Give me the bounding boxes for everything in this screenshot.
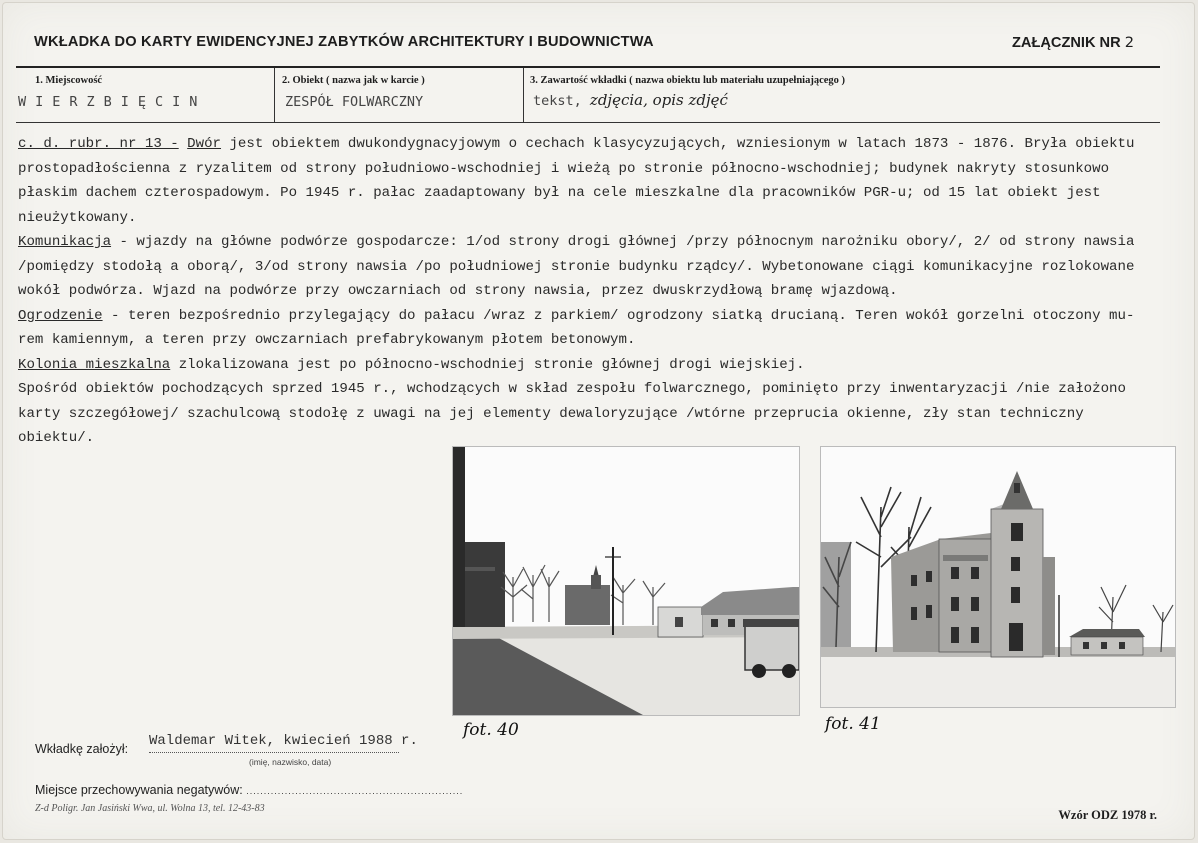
text-line: Spośród obiektów pochodzących sprzed 1945 r., wchodzących w skład zespołu folwarcznego, pominięto przy inwentaryzacji /nie założono: [18, 381, 1126, 397]
negatives-label-text: Miejsce przechowywania negatywów:: [35, 783, 243, 797]
contents-handwritten: zdjęcia, opis zdjęć: [589, 91, 728, 109]
locality-label: 1. Miejscowość: [35, 75, 103, 86]
object-label: 2. Obiekt ( nazwa jak w karcie ): [282, 75, 425, 86]
photo-caption-40: fot. 40: [463, 720, 519, 740]
negatives-label: [35, 783, 463, 797]
annex-label-text: ZAŁĄCZNIK NR: [1012, 35, 1121, 51]
form-code: Wzór ODZ 1978 r.: [1058, 808, 1157, 822]
field-divider-2: [523, 68, 524, 122]
text-line: karty szczegółowej/ szachulcową stodołę z uwagi na jej elementy dewaloryzujące /wtórne przeprucia okienne, zły stan techniczny: [18, 405, 1084, 422]
printer-imprint: Z-d Poligr. Jan Jasiński Wwa, ul. Wolna 13, tel. 12-43-83: [35, 803, 265, 814]
text-span: - wjazdy na główne podwórze gospodarcze: 1/od strony drogi głównej /przy północnym narożniku obory/, 2/ od strony nawsia: [111, 234, 1135, 250]
description-text: [18, 132, 1195, 451]
locality-value: WIERZBIĘCIN: [18, 94, 207, 110]
author-label: Wkładkę założył:: [35, 742, 129, 756]
continuation-ref: c. d. rubr. nr 13 -: [18, 136, 179, 152]
form-title: WKŁADKA DO KARTY EWIDENCYJNEJ ZABYTKÓW ARCHITEKTURY I BUDOWNICTWA: [34, 34, 654, 50]
contents-value: [533, 91, 728, 109]
negatives-dots: ..............................................................: [246, 786, 464, 796]
text-line: obiektu/.: [18, 430, 95, 446]
header-rule-bottom: [16, 122, 1160, 123]
photo-manor: [821, 447, 1175, 707]
contents-typed: tekst,: [533, 93, 582, 109]
text-line: [18, 230, 1195, 255]
text-span: - teren bezpośrednio przylegający do pałacu /wraz z parkiem/ ogrodzony siatką drucianą. Teren wokół gorzelni otoczony mu-: [102, 307, 1135, 324]
text-line: [18, 304, 1195, 329]
text-span: zlokalizowana jest po północno-wschodniej stronie głównej drogi wiejskiej.: [170, 356, 805, 373]
author-underline: [149, 752, 399, 753]
section-heading-colony: Kolonia mieszkalna: [18, 356, 171, 373]
text-line: wokół podwórza. Wjazd na podwórze przy owczarniach od strony nawsia, przez dwuskrzydłową bramę wjazdową.: [18, 283, 898, 299]
field-divider-1: [274, 68, 275, 122]
section-heading-manor: Dwór: [187, 136, 222, 152]
annex-label: [1012, 34, 1134, 51]
contents-label: 3. Zawartość wkładki ( nazwa obiektu lub materiału uzupełniającego ): [530, 75, 846, 86]
photo-farmyard: [453, 447, 799, 715]
text-line: rem kamiennym, a teren przy owczarniach prefabrykowanym płotem betonowym.: [18, 332, 636, 348]
header-rule-top: [16, 66, 1160, 68]
annex-number: 2: [1124, 34, 1134, 51]
form-sheet: [2, 2, 1195, 840]
text-line: [18, 353, 1195, 378]
photo-caption-41: fot. 41: [825, 714, 881, 734]
author-hint: (imię, nazwisko, data): [249, 757, 332, 767]
photo-manor-image: [821, 447, 1175, 707]
photo-farmyard-image: [453, 447, 799, 715]
author-value: Waldemar Witek, kwiecień 1988 r.: [149, 733, 418, 749]
text-span: jest obiektem dwukondygnacyjowym o cechach klasycyzujących, wzniesionym w latach 1873 - 1876. Bryła obiektu: [221, 136, 1135, 152]
text-line: nieużytkowany.: [18, 209, 137, 226]
section-heading-communication: Komunikacja: [18, 234, 112, 250]
text-line: /pomiędzy stodołą a oborą/, 3/od strony nawsia /po południowej stronie budynku rządcy/. Wybetonowane ciągi komunikacyjne rozlokowane: [18, 258, 1135, 275]
text-line: płaskim dachem czterospadowym. Po 1945 r. pałac zaadaptowany był na cele mieszkalne dla pracowników PGR-u; od 15 lat obiekt jest: [18, 185, 1101, 201]
section-heading-fencing: Ogrodzenie: [18, 307, 103, 324]
object-value: ZESPÓŁ FOLWARCZNY: [285, 94, 424, 110]
text-line: [18, 132, 1195, 157]
text-line: prostopadłościenna z ryzalitem od strony południowo-wschodniej i wieżą po stronie północno-wschodniej; budynek nakryty stosunkowo: [18, 160, 1110, 177]
